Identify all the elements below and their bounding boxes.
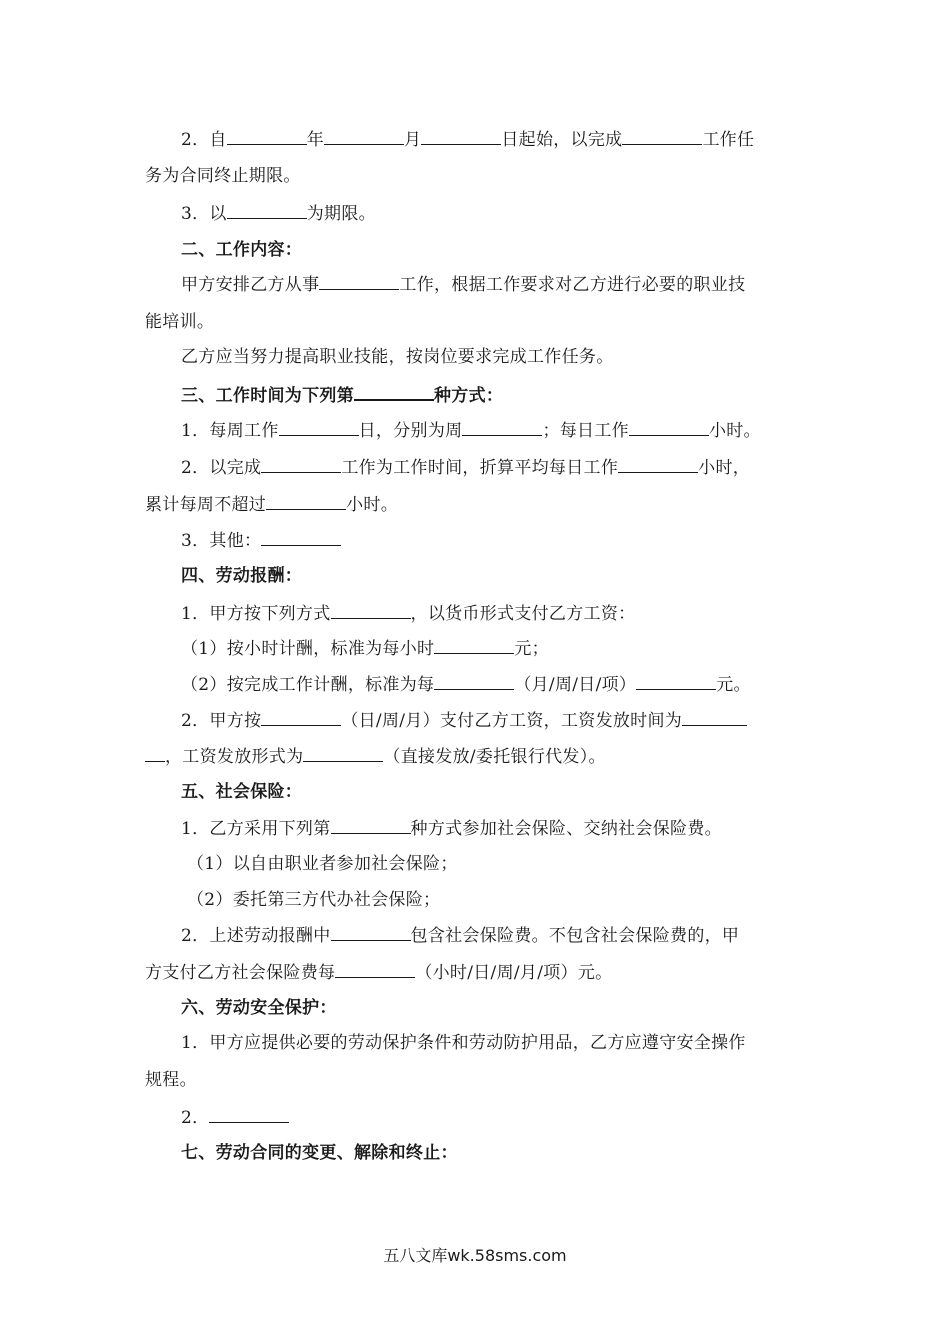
clause-term-2-cont: 务为合同终止期限。: [145, 166, 301, 186]
blank-work: [261, 455, 341, 473]
clause-time-1: 1．每周工作 日，分别为周 ；每日工作 小时。: [181, 418, 761, 443]
clause-safety-1-cont: 规程。: [145, 1070, 197, 1090]
blank-days: [279, 418, 359, 436]
blank-term: [227, 201, 307, 219]
section-heading-work-content: 二、工作内容：: [181, 240, 303, 260]
clause-insurance-2: 2．上述劳动报酬中 包含社会保险费。不包含社会保险费的，甲: [181, 923, 739, 948]
clause-insurance-1-2: （2）委托第三方代办社会保险；: [187, 890, 441, 910]
blank-weekly-hours: [266, 492, 346, 510]
section-heading-social-insurance: 五、社会保险：: [181, 782, 303, 802]
clause-time-2: 2．以完成 工作为工作时间，折算平均每日工作 小时，: [181, 455, 750, 480]
blank-insurance-mode: [331, 816, 411, 834]
clause-time-2-cont: 累计每周不超过 小时。: [145, 492, 398, 517]
section-heading-contract-change: 七、劳动合同的变更、解除和终止：: [181, 1143, 458, 1163]
blank-hours: [629, 418, 709, 436]
blank-pay-date: [682, 708, 747, 726]
blank-mode: [354, 382, 434, 401]
blank-unit: [434, 672, 514, 690]
clause-safety-1: 1．甲方应提供必要的劳动保护条件和劳动防护用品，乙方应遵守安全操作: [181, 1033, 746, 1053]
blank-daily-hours: [618, 455, 698, 473]
section-heading-remuneration: 四、劳动报酬：: [181, 566, 303, 586]
blank-weekdays: [462, 418, 542, 436]
blank-day: [421, 127, 501, 145]
clause-safety-2: 2．: [181, 1105, 289, 1130]
clause-term-3: 3．以 为期限。: [181, 201, 376, 226]
clause-pay-1: 1．甲方按下列方式 ，以货币形式支付乙方工资：: [181, 601, 635, 626]
blank-insurance-fee: [335, 960, 415, 978]
clause-term-2: 2．自 年 月 日起始，以完成 工作任: [181, 127, 754, 152]
blank-pay-form: [303, 744, 383, 762]
blank-safety-other: [209, 1105, 289, 1123]
blank-task: [622, 127, 702, 145]
clause-pay-2: 2．甲方按 （日/周/月）支付乙方工资，工资发放时间为: [181, 708, 747, 733]
section-heading-work-time: 三、工作时间为下列第 种方式：: [181, 382, 503, 408]
blank-pay-cycle: [261, 708, 341, 726]
paragraph-work-arrangement: 甲方安排乙方从事 工作，根据工作要求对乙方进行必要的职业技: [181, 272, 745, 297]
blank-year: [227, 127, 307, 145]
blank-amount: [636, 672, 716, 690]
paragraph-work-arrangement-cont: 能培训。: [145, 312, 215, 332]
clause-time-3: 3．其他：: [181, 528, 341, 553]
blank-include: [331, 923, 411, 941]
section-heading-safety: 六、劳动安全保护：: [181, 998, 337, 1018]
blank-hourly-rate: [434, 636, 514, 654]
blank-month: [324, 127, 404, 145]
clause-pay-1-1: （1）按小时计酬，标准为每小时 元；: [181, 636, 549, 661]
clause-pay-1-2: （2）按完成工作计酬，标准为每 （月/周/日/项） 元。: [181, 672, 751, 697]
blank-pay-method: [331, 601, 411, 619]
clause-insurance-2-cont: 方支付乙方社会保险费每 （小时/日/周/月/项）元。: [145, 960, 612, 985]
footer-watermark: 五八文库wk.58sms.com: [383, 1246, 567, 1265]
clause-pay-2-cont: ，工资发放形式为 （直接发放/委托银行代发）。: [145, 744, 606, 769]
blank-other: [261, 528, 341, 546]
blank-work-type: [319, 272, 399, 290]
clause-insurance-1: 1．乙方采用下列第 种方式参加社会保险、交纳社会保险费。: [181, 816, 722, 841]
blank-pay-date-cont: [145, 744, 165, 762]
paragraph-skill: 乙方应当努力提高职业技能，按岗位要求完成工作任务。: [181, 347, 614, 367]
clause-insurance-1-1: （1）以自由职业者参加社会保险；: [187, 854, 458, 874]
